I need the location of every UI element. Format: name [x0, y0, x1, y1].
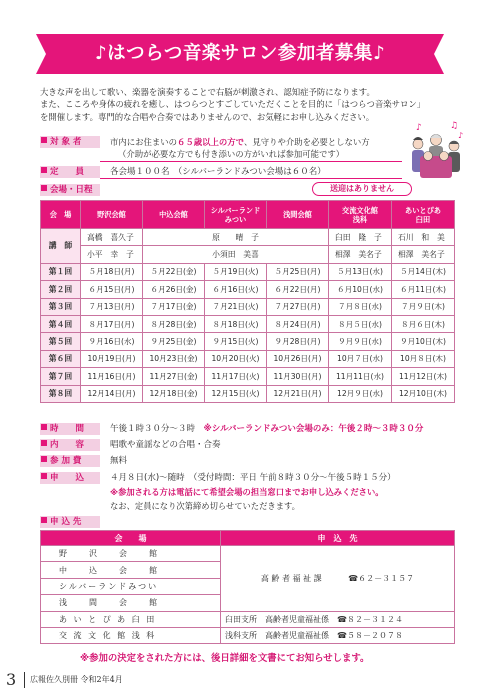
session-date: ８月18日(火) [205, 315, 267, 332]
session-date: 10月26日(月) [267, 350, 329, 367]
session-date: ９月９日(水) [329, 333, 392, 350]
session-date: ８月５日(水) [329, 315, 392, 332]
footer [0, 668, 494, 690]
session-date: ８月28日(金) [143, 315, 205, 332]
header-silverland: シルバーランド みつい [205, 201, 267, 229]
session-date: 11月16日(月) [81, 368, 143, 385]
session-date: ７月８日(水) [329, 298, 392, 315]
session-date: 12月15日(火) [205, 385, 267, 402]
apply-col-contact: 申 込 先 [221, 531, 455, 546]
header-nakagomi: 中込会館 [143, 201, 205, 229]
schedule-row [41, 368, 455, 385]
apply-row: 野 沢 会 館 高 齢 者 福 祉 課 ☎６２－３１５７ [41, 546, 455, 562]
schedule-row [41, 281, 455, 298]
no-shuttle-badge: 送迎はありません [312, 182, 412, 196]
session-date: ９月25日(金) [143, 333, 205, 350]
session-date: ５月19日(火) [205, 263, 267, 280]
asashina-office: 浅科支所 高齢者児童福祉係 ☎５８－２０７８ [221, 627, 455, 643]
session-date: 10月23日(金) [143, 350, 205, 367]
session-date: ７月17日(金) [143, 298, 205, 315]
apply-row: あ い と ぴ あ 臼 田 臼田支所 高齢者児童福祉係 ☎８２－３１２４ [41, 611, 455, 627]
page-number: 3 [6, 670, 17, 689]
apply-deadline: なお、定員になり次第締め切らせていただきます。 [110, 501, 300, 511]
usuda-office: 臼田支所 高齢者児童福祉係 ☎８２－３１２４ [221, 611, 455, 627]
header-asashina: 交流文化館 浅科 [329, 201, 392, 229]
session-date: 11月11日(水) [329, 368, 392, 385]
session-date: ９月15日(火) [205, 333, 267, 350]
instructor-row-1: 講 師 高橋 喜久子 原 晴 子 臼田 隆 子 石川 和 美 [41, 229, 455, 246]
session-date: ８月６日(木) [392, 315, 455, 332]
session-date: ６月11日(木) [392, 281, 455, 298]
session-date: ５月18日(月) [81, 263, 143, 280]
svg-text:♫: ♫ [450, 121, 459, 131]
session-date: ９月16日(水) [81, 333, 143, 350]
schedule-row [41, 298, 455, 315]
session-label: 第１回 [41, 263, 81, 280]
intro-text: 大きな声を出して歌い、楽器を演奏することで右脳が刺激され、認知症予防になります。 また、こころや身体の疲れを癒し、はつらつとすごしていただくことを目的に「はつらつ音楽サロン」 を開催します。専門的な合唱や合奏ではありませんので、お気軽にお申し込みください。 [40, 87, 426, 122]
session-label: 第３回 [41, 298, 81, 315]
session-date: 10月７日(水) [329, 350, 392, 367]
choir-illustration [406, 120, 466, 186]
svg-text:♪: ♪ [416, 123, 422, 133]
apply-row: シルバーランドみつい [41, 578, 455, 594]
publication-name: 広報佐久別冊 令和2年4月 [30, 675, 123, 684]
session-date: ６月16日(火) [205, 281, 267, 298]
schedule-header-row [41, 201, 455, 229]
page-title: ♪はつらつ音楽サロン参加者募集♪ [94, 43, 386, 64]
apply-to-table [40, 530, 455, 644]
session-label: 第５回 [41, 333, 81, 350]
apply-note: ※参加される方は電話にて希望会場の担当窓口までお申し込みください。 [110, 487, 384, 497]
session-date: ５月13日(水) [329, 263, 392, 280]
schedule-row [41, 350, 455, 367]
session-date: ６月22日(月) [267, 281, 329, 298]
session-date: 11月27日(金) [143, 368, 205, 385]
session-date: 12月14日(月) [81, 385, 143, 402]
session-date: ５月14日(木) [392, 263, 455, 280]
header-nozawa: 野沢会館 [81, 201, 143, 229]
apply-row: 中 込 会 館 [41, 562, 455, 578]
session-label: 第６回 [41, 350, 81, 367]
session-date: 12月21日(月) [267, 385, 329, 402]
session-date: ６月26日(金) [143, 281, 205, 298]
header-usuda: あいとぴあ 臼田 [392, 201, 455, 229]
title-banner [36, 34, 444, 74]
page: ♪はつらつ音楽サロン参加者募集♪ 大きな声を出して歌い、楽器を演奏することで右脳が刺激され、認知症予防になります。 また、こころや身体の疲れを癒し、はつらつとすごしていただくことを目的に「はつらつ音楽サロン」 を開催します。専門的な合唱や合奏ではありませんので、お気軽にお申し込みください。 対 象 者 市内にお住まいの６５歳以上の方で、見守りや介助を必要としない方 （介助が必要な方でも付き添いの方がいれば参加可能です） ♪ ♫ ♪ 定 員 各会場１００名 （シルバーランドみつい会場は６０名） 会場・日程 送迎はありません 会 場 野沢会館 中込会館 シルバーランド みつい 浅間会館 交流文化館 浅科 あいとぴあ 臼田 講 師 高橋 喜久子 原 晴 子 臼田 隆 子 石川 和 美 小平 幸 子 小須田 美喜 相澤 美名子 相澤 美名子 第１回 ５月18日(月) ５月22日(金) ５月19日(火) ５月25日(月) ５月13日(水) ５月14日(木) 第２回 ６月15日(月) ６月26日(金) ６月16日(火) ６月22日(月) ６月10日(水) ６月11日(木) 第３回 ７月13日(月) ７月17日(金) ７月21日(火) ７月27日(月) ７月８日(水) ７月９日(木) 第４回 ８月17日(月) ８月28日(金) ８月18日(火) ８月24日(月) ８月５日(水) ８月６日(木) 第５回 ９月16日(水) ９月25日(金) ９月15日(火) ９月28日(月) ９月９日(水) ９月10日(木) 第６回 10月19日(月) 10月23日(金) 10月20日(火) 10月26日(月) 10月７日(水) 10月８日(木) 第７回 11月16日(月) 11月27日(金) 11月17日(火) 11月30日(月) 11月11日(水) 11月12日(木) 第８回 12月14日(月) 12月18日(金) 12月15日(火) 12月21日(月) 12月９日(水) 12月10日(木) 時 間 午後１時３０分～３時 ※シルバーランドみつい会場のみ：午後２時～３時３０分 内 容 唱歌や童謡などの合唱・合奏 参 加 費 無料 申 込 ４月８日(水)～随時 （受付時間：平日 午前８時３０分～午後５時１５分） ※参加される方は電話にて希望会場の担当窓口までお申し込みください。 なお、定員になり次第締め切らせていただきます。 申 込 先 会 場 申 込 先 野 沢 会 館 高 齢 者 福 祉 課 ☎６２－３１５７ 中 込 会 館 シルバーランドみつい 浅 間 会 館 あ い と ぴ あ 臼 田 臼田支所 高齢者児童福祉係 ☎８２－３１２４ 交 流 文 化 館 浅 科 浅科支所 高齢者児童福祉係 ☎５８－２０７８ ※参加の決定をされた方には、後日詳細を文書にてお知らせします。 3 広報佐久別冊 令和2年4月 [0, 0, 494, 700]
session-date: ７月13日(月) [81, 298, 143, 315]
target-text: 市内にお住まいの６５歳以上の方で、見守りや介助を必要としない方 （介助が必要な方でも付き添いの方がいれば参加可能です） [110, 137, 370, 159]
session-date: ９月28日(月) [267, 333, 329, 350]
header-asama: 浅間会館 [267, 201, 329, 229]
final-note: ※参加の決定をされた方には、後日詳細を文書にてお知らせします。 [80, 653, 370, 664]
apply-row: 交 流 文 化 館 浅 科 浅科支所 高齢者児童福祉係 ☎５８－２０７８ [41, 627, 455, 643]
instructor-row-2: 小平 幸 子 小須田 美喜 相澤 美名子 相澤 美名子 [41, 246, 455, 263]
session-date: ７月９日(木) [392, 298, 455, 315]
session-date: ８月24日(月) [267, 315, 329, 332]
session-date: ５月25日(月) [267, 263, 329, 280]
session-date: 11月30日(月) [267, 368, 329, 385]
schedule-row [41, 263, 455, 280]
main-phone: ☎６２－３１５７ [348, 573, 415, 583]
session-date: 11月12日(木) [392, 368, 455, 385]
session-label: 第８回 [41, 385, 81, 402]
session-date: 12月18日(金) [143, 385, 205, 402]
session-date: 12月９日(水) [329, 385, 392, 402]
schedule-row [41, 315, 455, 332]
schedule-row [41, 333, 455, 350]
session-date: ７月27日(月) [267, 298, 329, 315]
session-label: 第２回 [41, 281, 81, 298]
session-date: ９月10日(木) [392, 333, 455, 350]
session-date: ７月21日(火) [205, 298, 267, 315]
session-date: ６月10日(水) [329, 281, 392, 298]
schedule-table [40, 200, 455, 403]
svg-text:♪: ♪ [458, 131, 464, 140]
session-date: ６月15日(月) [81, 281, 143, 298]
session-date: 11月17日(火) [205, 368, 267, 385]
session-date: 10月８日(木) [392, 350, 455, 367]
instructor-label: 講 師 [41, 229, 81, 264]
header-venue: 会 場 [41, 201, 81, 229]
apply-col-venue: 会 場 [41, 531, 221, 546]
session-label: 第４回 [41, 315, 81, 332]
apply-row: 浅 間 会 館 [41, 595, 455, 611]
session-date: 12月10日(木) [392, 385, 455, 402]
session-date: 10月19日(月) [81, 350, 143, 367]
session-date: 10月20日(火) [205, 350, 267, 367]
session-label: 第７回 [41, 368, 81, 385]
session-date: ５月22日(金) [143, 263, 205, 280]
main-office: 高 齢 者 福 祉 課 [260, 573, 322, 583]
schedule-row [41, 385, 455, 402]
session-date: ８月17日(月) [81, 315, 143, 332]
